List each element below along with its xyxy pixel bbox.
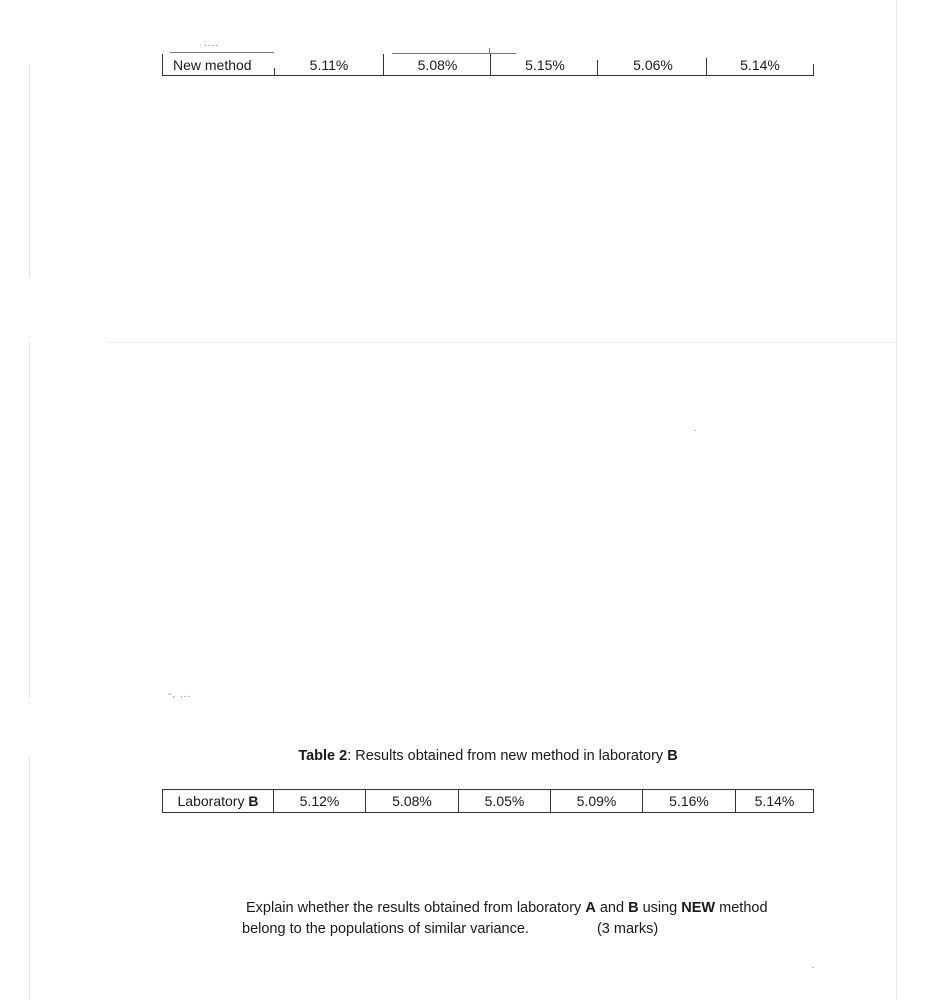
scan-speck: [694, 430, 696, 431]
question-and: and: [595, 900, 629, 916]
page-break: [106, 342, 896, 343]
table-1-value-4: 5.06%: [633, 57, 673, 73]
table-1-value-1: 5.11%: [309, 57, 349, 73]
table-2-caption-lab: B: [667, 748, 678, 764]
table-2-caption-text: : Results obtained from new method in laboratory: [347, 748, 668, 764]
table-1-value-5: 5.14%: [740, 57, 780, 73]
table-2-value-1: 5.12%: [274, 790, 366, 812]
table-1-new-method-row: [162, 54, 814, 76]
question-new: NEW: [681, 900, 716, 916]
cell-separator: [813, 64, 814, 75]
table-2-caption: [0, 748, 935, 764]
table-1-value-3: 5.15%: [525, 57, 565, 73]
page-edge-left-middle: [29, 342, 30, 698]
question-lab-a: A: [585, 900, 596, 916]
cut-text-fragment: -, ...: [168, 689, 192, 700]
page-edge-left-bottom: [29, 756, 30, 1000]
row-label-text: Laboratory: [177, 793, 249, 809]
page-edge-right: [896, 0, 897, 1000]
table-2-value-2: 5.08%: [366, 790, 459, 812]
table-2-laboratory-b: [162, 789, 814, 813]
question-line-2-text: belong to the populations of similar variance.: [242, 921, 529, 937]
table-2-caption-label: Table 2: [298, 748, 348, 764]
question-marks: (3 marks): [596, 921, 659, 937]
table-1-value-2: 5.08%: [417, 57, 458, 73]
table-2-value-4: 5.09%: [551, 790, 643, 812]
cell-separator: [597, 60, 598, 75]
question-using: using: [638, 900, 682, 916]
table-2-value-3: 5.05%: [459, 790, 551, 812]
table-2-value-5: 5.16%: [643, 790, 736, 812]
question-line-2: [242, 919, 842, 940]
cut-text-fragment: ....: [204, 38, 220, 49]
row-label-laboratory-b: [163, 790, 274, 812]
scan-speck: [812, 967, 814, 968]
question-method: method: [715, 900, 768, 916]
question-text: [242, 898, 842, 940]
question-part-1: Explain whether the results obtained from laboratory: [246, 900, 586, 916]
cut-table-line: [170, 52, 274, 53]
row-label-new-method: New method: [173, 57, 252, 73]
row-label-lab: B: [248, 793, 259, 809]
page-edge-left-top: [29, 64, 30, 278]
question-lab-b: B: [628, 900, 639, 916]
question-line-1: [246, 898, 842, 919]
table-2-value-6: 5.14%: [754, 793, 795, 809]
